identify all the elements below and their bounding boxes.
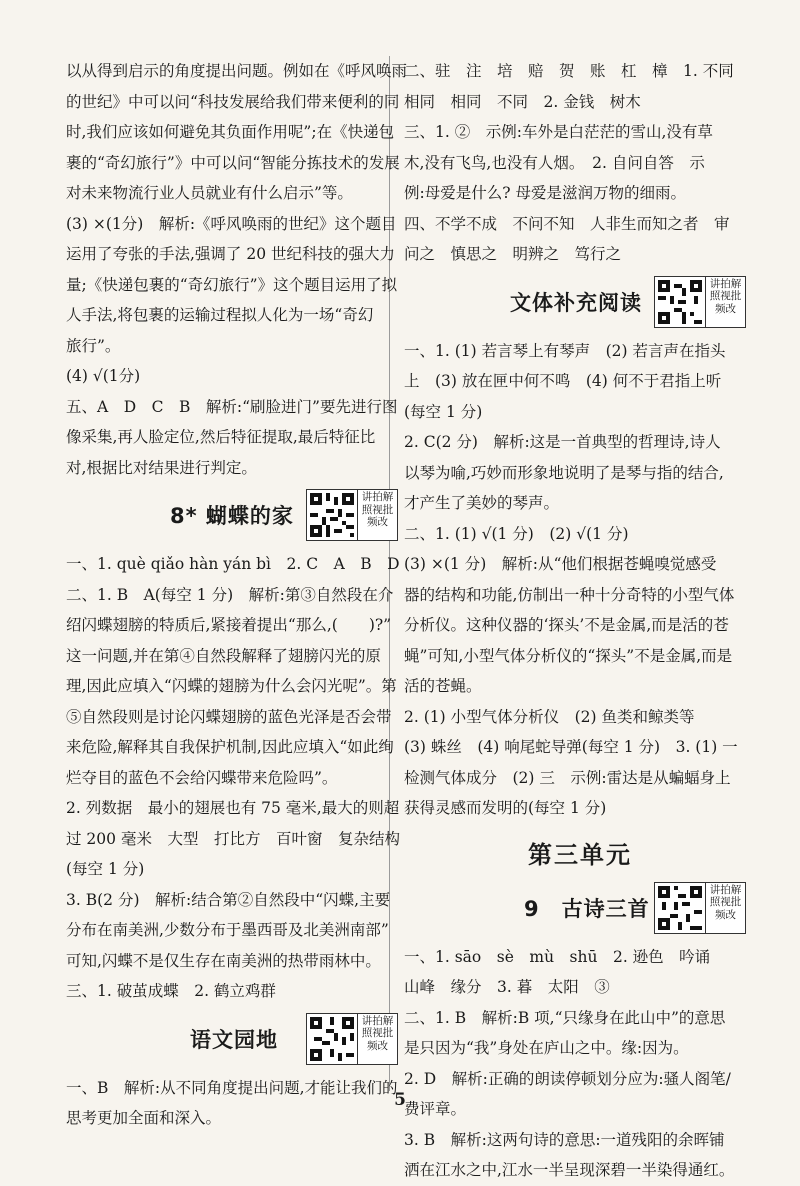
text-line: 蝇”可知,小型气体分析仪的“探头”不是金属,而是 xyxy=(404,646,733,665)
text-line: 对未来物流行业人员就业有什么启示”等。 xyxy=(66,184,353,202)
section-header-butterfly xyxy=(66,487,416,545)
text-line: 木,没有飞鸟,也没有人烟。 2. 自问自答 示 xyxy=(404,153,705,172)
text-line: 以从得到启示的角度提出问题。例如在《呼风唤雨 xyxy=(66,62,408,80)
text-line: 检测气体成分 (2) 三 示例:雷达是从蝙蝠身上 xyxy=(404,768,731,787)
text-line: 是只因为“我”身处在庐山之中。缘:因为。 xyxy=(404,1039,689,1057)
text-line: 五、A D C B 解析:“刷脸进门”要先进行图 xyxy=(66,397,398,416)
right-block-2 xyxy=(404,336,756,824)
text-line: 三、1. 破茧成蝶 2. 鹤立鸡群 xyxy=(66,982,276,1000)
text-line: 活的苍蝇。 xyxy=(404,677,482,695)
text-line: 来危险,解释其自我保护机制,因此应填入“如此绚 xyxy=(66,738,394,756)
qr-code-icon[interactable] xyxy=(654,276,706,328)
text-line: 相同 相同 不同 2. 金钱 树木 xyxy=(404,92,641,111)
qr-code-icon[interactable] xyxy=(654,882,706,934)
text-line: 3. B 解析:这两句诗的意思:一道残阳的余晖铺 xyxy=(404,1130,725,1149)
text-line: 上 (3) 放在匣中何不鸣 (4) 何不于君指上听 xyxy=(404,372,722,390)
text-line: 过 200 毫米 大型 打比方 百叶窗 复杂结构 xyxy=(66,829,400,848)
unit-title: 第三单元 xyxy=(528,840,632,869)
section-title: 8* 蝴蝶的家 xyxy=(170,504,294,528)
qr-code-icon[interactable] xyxy=(306,489,358,541)
text-line: 绍闪蝶翅膀的特质后,紧接着提出“那么,( )?” xyxy=(66,616,392,634)
text-line: 烂夺目的蓝色不会给闪蝶带来危险吗”。 xyxy=(66,768,338,787)
text-line: (每空 1 分) xyxy=(404,402,483,421)
text-line: 人手法,将包裹的运输过程拟人化为一场“奇幻 xyxy=(66,306,374,324)
text-line: 以琴为喻,巧妙而形象地说明了是琴与指的结合, xyxy=(404,463,724,482)
qr-tag-label: 讲拍解照视批频改 xyxy=(358,1013,398,1065)
text-line: 像采集,再人脸定位,然后特征提取,最后特征比 xyxy=(66,428,376,446)
section-header-chinese-garden xyxy=(66,1011,416,1069)
text-line: 这一问题,并在第④自然段解释了翅膀闪光的原 xyxy=(66,646,381,665)
text-line: 四、不学不成 不问不知 人非生而知之者 审 xyxy=(404,214,730,233)
text-line: 分布在南美洲,少数分布于墨西哥及北美洲南部” xyxy=(66,921,389,939)
section-header-supplementary-reading xyxy=(404,274,756,332)
text-line: 一、1. què qiǎo hàn yán bì 2. C A B D xyxy=(66,555,400,573)
text-line: 的世纪》中可以问“科技发展给我们带来便利的同 xyxy=(66,92,400,111)
left-block-1 xyxy=(66,56,416,483)
text-line: (3) ×(1 分) 解析:从“他们根据苍蝇嗅觉感受 xyxy=(404,555,717,573)
text-line: 费评章。 xyxy=(404,1100,467,1118)
text-line: 器的结构和功能,仿制出一种十分奇特的小型气体 xyxy=(404,585,735,604)
text-line: 二、驻 注 培 赔 贺 账 杠 樟 1. 不同 xyxy=(404,62,734,80)
text-line: 2. 列数据 最小的翅展也有 75 毫米,最大的则超 xyxy=(66,799,400,817)
left-column xyxy=(66,56,416,1134)
qr-tag-label: 讲拍解照视批频改 xyxy=(706,276,746,328)
text-line: (4) √(1分) xyxy=(66,367,141,385)
text-line: 二、1. B 解析:B 项,“只缘身在此山中”的意思 xyxy=(404,1008,726,1027)
qr-tag-label: 讲拍解照视批频改 xyxy=(358,489,398,541)
section-header-ancient-poems xyxy=(404,880,756,938)
right-block-3 xyxy=(404,942,756,1186)
left-block-2 xyxy=(66,549,416,1007)
text-line: 三、1. ② 示例:车外是白茫茫的雪山,没有草 xyxy=(404,123,713,141)
text-line: 2. (1) 小型气体分析仪 (2) 鱼类和鲸类等 xyxy=(404,707,695,726)
right-block-1 xyxy=(404,56,756,270)
text-line: (3) 蛛丝 (4) 响尾蛇导弹(每空 1 分) 3. (1) 一 xyxy=(404,738,738,756)
text-line: 一、1. sāo sè mù shū 2. 逊色 吟诵 xyxy=(404,947,711,966)
text-line: 山峰 缘分 3. 暮 太阳 ③ xyxy=(404,978,610,996)
text-line: 2. D 解析:正确的朗读停顿划分应为:骚人阁笔/ xyxy=(404,1069,731,1088)
text-line: ⑤自然段则是讨论闪蝶翅膀的蓝色光泽是否会带 xyxy=(66,707,392,726)
text-line: 理,因此应填入“闪蝶的翅膀为什么会闪光呢”。第 xyxy=(66,677,397,695)
right-column xyxy=(404,56,756,1186)
text-line: 二、1. (1) √(1 分) (2) √(1 分) xyxy=(404,524,629,543)
text-line: 可知,闪蝶不是仅生存在南美洲的热带雨林中。 xyxy=(66,951,381,970)
text-line: 问之 慎思之 明辨之 笃行之 xyxy=(404,245,622,263)
text-line: 裹的“奇幻旅行”》中可以问“智能分拣技术的发展 xyxy=(66,153,400,172)
section-title: 文体补充阅读 xyxy=(510,290,642,315)
section-title: 语文园地 xyxy=(190,1027,278,1052)
text-line: 量;《快递包裹的“奇幻旅行”》这个题目运用了拟 xyxy=(66,275,398,294)
text-line: 一、1. (1) 若言琴上有琴声 (2) 若言声在指头 xyxy=(404,341,726,360)
text-line: 才产生了美妙的琴声。 xyxy=(404,494,560,512)
text-line: 对,根据比对结果进行判定。 xyxy=(66,458,257,477)
text-line: 2. C(2 分) 解析:这是一首典型的哲理诗,诗人 xyxy=(404,433,721,451)
text-line: 时,我们应该如何避免其负面作用呢”;在《快递包 xyxy=(66,123,395,141)
text-line: (每空 1 分) xyxy=(66,860,145,878)
text-line: 洒在江水之中,江水一半呈现深碧一半染得通红。 xyxy=(404,1161,735,1179)
text-line: 运用了夸张的手法,强调了 20 世纪科技的强大力 xyxy=(66,245,396,263)
qr-code-icon[interactable] xyxy=(306,1013,358,1065)
text-line: 二、1. B A(每空 1 分) 解析:第③自然段在介 xyxy=(66,585,394,604)
text-line: 旅行”。 xyxy=(66,336,121,355)
text-line: (3) ×(1分) 解析:《呼风唤雨的世纪》这个题目 xyxy=(66,214,397,233)
qr-tag-label: 讲拍解照视批频改 xyxy=(706,882,746,934)
text-line: 例:母爱是什么? 母爱是滋润万物的细雨。 xyxy=(404,184,686,202)
text-line: 思考更加全面和深入。 xyxy=(66,1109,222,1127)
text-line: 分析仪。这种仪器的‘探头’不是金属,而是活的苍 xyxy=(404,616,729,634)
page-number: 5 xyxy=(394,1090,406,1110)
text-line: 一、B 解析:从不同角度提出问题,才能让我们的 xyxy=(66,1078,398,1097)
section-title: 9 古诗三首 xyxy=(524,896,650,921)
text-line: 获得灵感而发明的(每空 1 分) xyxy=(404,799,607,817)
text-line: 3. B(2 分) 解析:结合第②自然段中“闪蝶,主要 xyxy=(66,890,391,909)
